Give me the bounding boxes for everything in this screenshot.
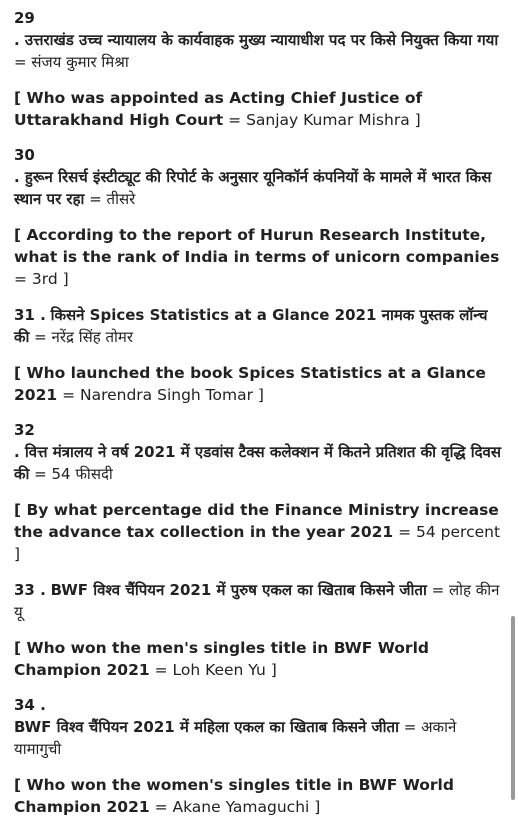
english-question: [ Who won the men's singles title in BWF World Champion 2021	[14, 639, 429, 679]
qa-item-30	[14, 145, 506, 290]
english-line	[14, 87, 506, 131]
hindi-question: BWF विश्व चैंपियन 2021 में महिला एकल का खिताब किसने जीता	[14, 718, 399, 736]
equals-sign: =	[426, 581, 449, 599]
hindi-answer: संजय कुमार मिश्रा	[31, 53, 129, 71]
english-line	[14, 637, 506, 681]
qa-item-32	[14, 420, 506, 565]
equals-sign: =	[149, 798, 173, 816]
scrollbar-thumb[interactable]	[511, 616, 515, 800]
hindi-answer: अकाने यामागुची	[14, 718, 457, 758]
hindi-line	[14, 29, 506, 73]
english-answer: Akane Yamaguchi ]	[172, 798, 321, 816]
question-number: 31 .	[14, 306, 46, 324]
equals-sign: =	[84, 190, 107, 208]
question-number: 32	[14, 421, 35, 439]
equals-sign: =	[29, 465, 52, 483]
question-number: 33 .	[14, 581, 46, 599]
hindi-line	[14, 166, 506, 210]
qa-document	[14, 8, 506, 818]
english-answer: 3rd ]	[31, 270, 69, 288]
question-number: 30	[14, 146, 35, 164]
equals-sign: =	[14, 53, 32, 71]
english-line	[14, 774, 506, 818]
equals-sign: =	[223, 111, 247, 129]
english-question: [ According to the report of Hurun Research Institute, what is the rank of India in terms of unicorn companies	[14, 226, 500, 266]
english-line	[14, 362, 506, 406]
english-question: [ Who won the women's singles title in BWF World Champion 2021	[14, 776, 454, 816]
equals-sign: =	[14, 270, 32, 288]
hindi-answer: नरेंद्र सिंह तोमर	[51, 328, 134, 346]
hindi-question: . उत्तराखंड उच्च न्यायालय के कार्यवाहक मुख्य न्यायाधीश पद पर किसे नियुक्त किया गया	[14, 31, 499, 49]
english-line	[14, 499, 506, 565]
equals-sign: =	[29, 328, 52, 346]
equals-sign: =	[393, 523, 417, 541]
question-number: 34 .	[14, 696, 46, 714]
qa-item-31	[14, 304, 506, 406]
question-number: 29	[14, 9, 35, 27]
english-question: [ Who launched the book Spices Statistics at a Glance 2021	[14, 364, 486, 404]
hindi-answer: 54 फीसदी	[51, 465, 113, 483]
english-answer: Narendra Singh Tomar ]	[79, 386, 264, 404]
equals-sign: =	[398, 718, 422, 736]
hindi-line	[14, 441, 506, 485]
hindi-line	[14, 579, 506, 623]
english-line	[14, 224, 506, 290]
english-question: [ By what percentage did the Finance Ministry increase the advance tax collection in the year 2021	[14, 501, 499, 541]
hindi-question: BWF विश्व चैंपियन 2021 में पुरुष एकल का खिताब किसने जीता	[50, 581, 427, 599]
english-answer: Loh Keen Yu ]	[172, 661, 277, 679]
hindi-question: . हुरून रिसर्च इंस्टीट्यूट की रिपोर्ट के अनुसार यूनिकॉर्न कंपनियों के मामले में भारत किस स्थान पर रहा	[14, 168, 492, 208]
equals-sign: =	[149, 661, 173, 679]
english-answer: Sanjay Kumar Mishra ]	[246, 111, 421, 129]
hindi-question: . वित्त मंत्रालय ने वर्ष 2021 में एडवांस टैक्स कलेक्शन में कितने प्रतिशत की वृद्धि दिवस की	[14, 443, 502, 483]
hindi-question: किसने Spices Statistics at a Glance 2021 नामक पुस्तक लॉन्च की	[14, 306, 488, 346]
equals-sign: =	[57, 386, 80, 404]
english-answer: 54 percent ]	[14, 523, 501, 563]
hindi-answer: लोह कीन यू	[14, 581, 500, 621]
qa-item-29	[14, 8, 506, 131]
qa-item-33	[14, 579, 506, 681]
hindi-line	[14, 304, 506, 348]
english-question: [ Who was appointed as Acting Chief Justice of Uttarakhand High Court	[14, 89, 423, 129]
hindi-answer: तीसरे	[106, 190, 136, 208]
hindi-line	[14, 716, 506, 760]
